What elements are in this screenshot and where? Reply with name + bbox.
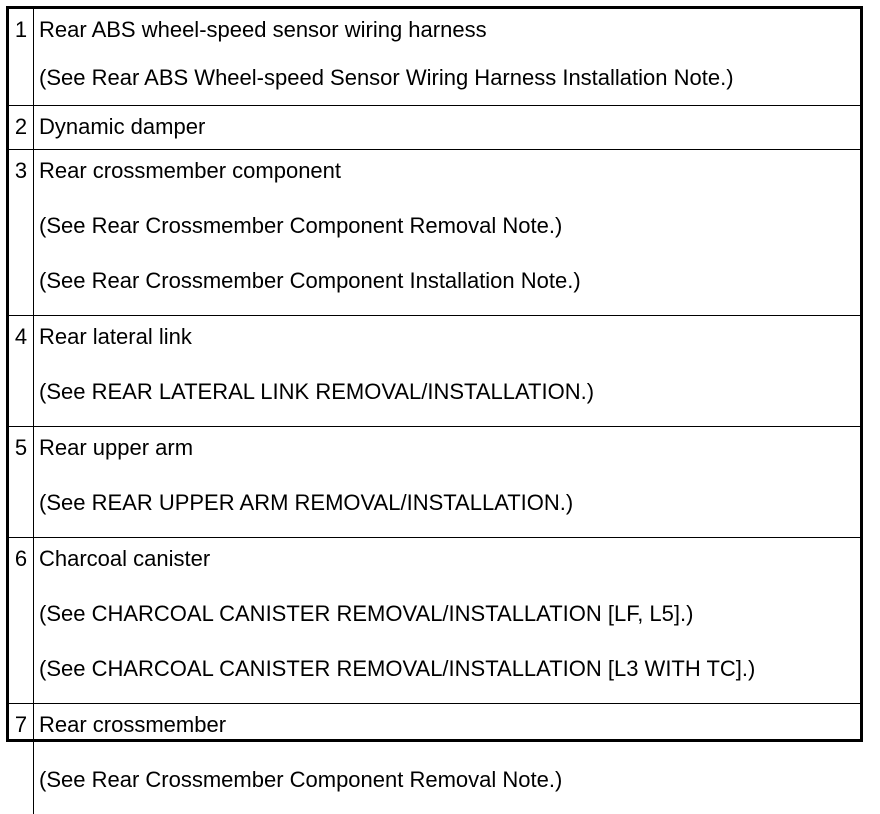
item-note-link[interactable]: (See REAR LATERAL LINK REMOVAL/INSTALLATION.) [39, 379, 595, 404]
item-name: Charcoal canister [39, 546, 211, 571]
item-number: 6 [9, 538, 34, 703]
item-name: Rear crossmember [39, 712, 227, 737]
table-row [9, 9, 860, 105]
table-row [9, 537, 860, 703]
item-note-link[interactable]: (See Rear Crossmember Component Removal Note.) [39, 213, 563, 238]
item-number: 1 [9, 9, 34, 105]
item-description [34, 316, 860, 426]
item-name: Rear crossmember component [39, 158, 342, 183]
item-description [34, 427, 860, 537]
table-row [9, 315, 860, 426]
table-row [9, 703, 860, 814]
item-number: 4 [9, 316, 34, 426]
item-note-link[interactable]: (See CHARCOAL CANISTER REMOVAL/INSTALLATION [LF, L5].) [39, 601, 694, 626]
item-note-link[interactable]: (See CHARCOAL CANISTER REMOVAL/INSTALLATION [L3 WITH TC].) [39, 656, 756, 681]
table-row [9, 426, 860, 537]
item-number: 5 [9, 427, 34, 537]
item-name: Rear upper arm [39, 435, 194, 460]
item-note-link[interactable]: (See Rear Crossmember Component Installation Note.) [39, 268, 581, 293]
table-row [9, 105, 860, 149]
table-row [9, 149, 860, 315]
item-note-link[interactable]: (See REAR UPPER ARM REMOVAL/INSTALLATION.) [39, 490, 574, 515]
item-description [34, 704, 860, 814]
item-description [34, 538, 860, 703]
item-description [34, 106, 860, 149]
item-number: 3 [9, 150, 34, 315]
item-name: Dynamic damper [39, 114, 206, 139]
item-note-link[interactable]: (See Rear ABS Wheel-speed Sensor Wiring Harness Installation Note.) [39, 65, 734, 90]
item-number: 7 [9, 704, 34, 814]
parts-table [6, 6, 863, 792]
item-description [34, 150, 860, 315]
item-description [34, 9, 860, 105]
item-note-link[interactable]: (See Rear Crossmember Component Removal Note.) [39, 767, 563, 792]
item-name: Rear lateral link [39, 324, 192, 349]
item-number: 2 [9, 106, 34, 149]
item-name: Rear ABS wheel-speed sensor wiring harness [39, 17, 487, 42]
